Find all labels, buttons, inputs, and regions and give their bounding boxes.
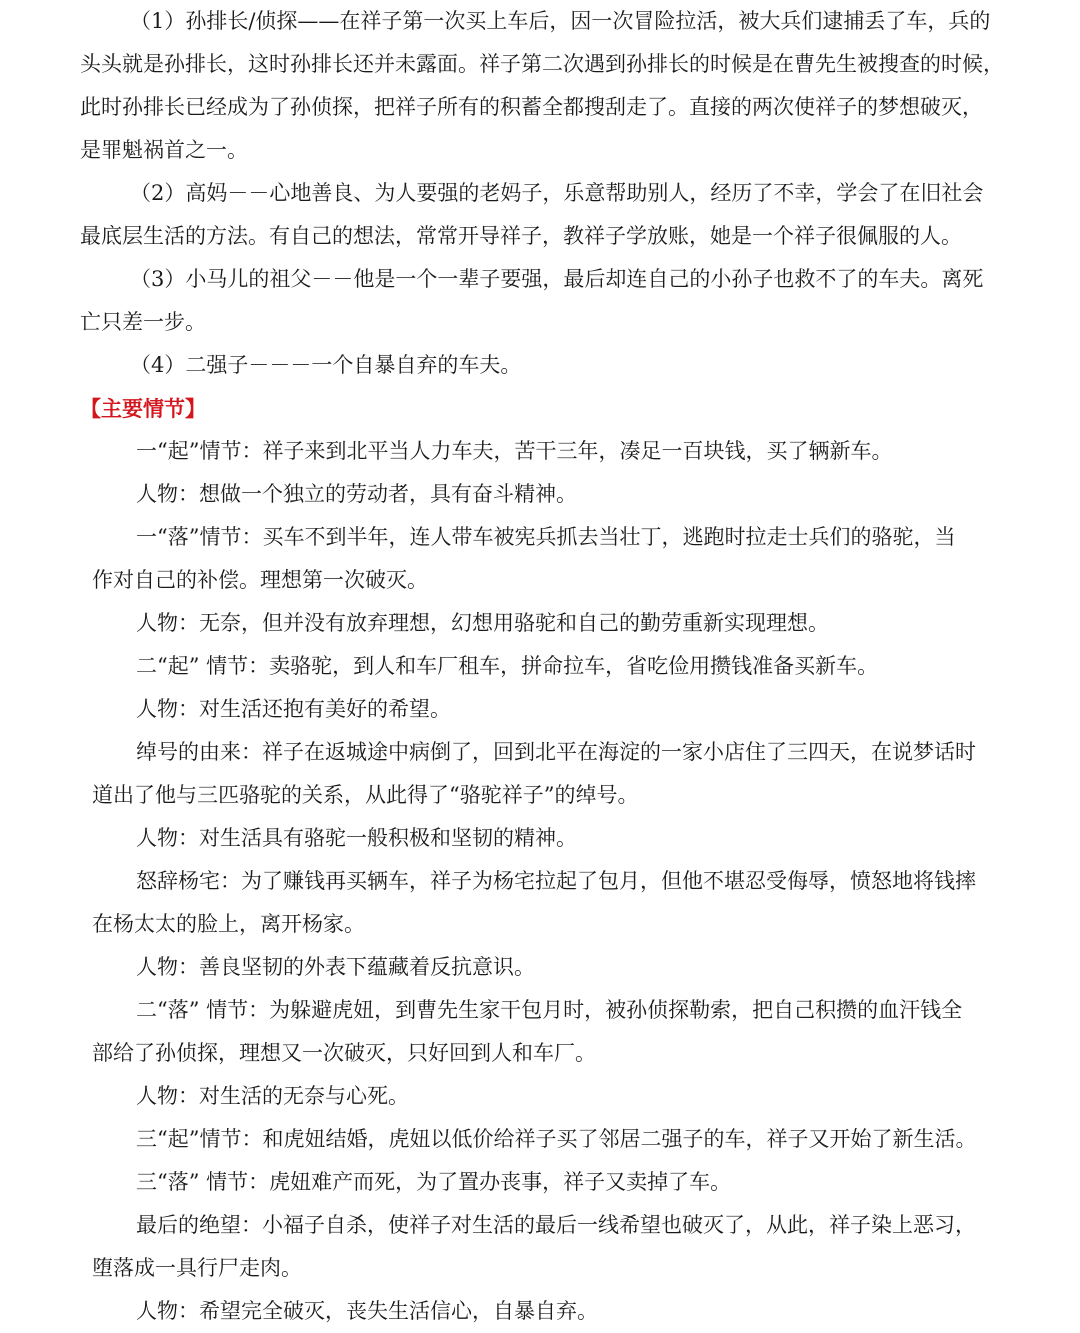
character-gao-ma — [80, 172, 983, 258]
section-heading: 【主要情节】 — [80, 396, 206, 421]
text-line: 最底层生活的方法。有自己的想法，常常开导祥子，教祥子学放账，她是一个祥子很佩服的人。 — [80, 224, 962, 248]
text-line: 一“起”情节：祥子来到北平当人力车夫，苦干三年，凑足一百块钱，买了辆新车。 — [136, 439, 893, 463]
text-line: （2）高妈－－心地善良、为人要强的老妈子，乐意帮助别人，经历了不幸，学会了在旧社会 — [130, 181, 984, 205]
text-line: 一“落”情节：买车不到半年，连人带车被宪兵抓去当壮丁，逃跑时拉走士兵们的骆驼，当 — [136, 525, 956, 549]
character-sun-paizhang — [80, 0, 1004, 172]
text-line: 人物：希望完全破灭，丧失生活信心，自暴自弃。 — [136, 1299, 598, 1323]
plot-item — [92, 1118, 976, 1161]
plot-item — [92, 731, 976, 817]
text-line: 部给了孙侦探，理想又一次破灭，只好回到人和车厂。 — [92, 1041, 596, 1065]
plot-list — [92, 430, 976, 1333]
text-line: 三“落” 情节：虎妞难产而死，为了置办丧事，祥子又卖掉了车。 — [136, 1170, 732, 1194]
text-line: 二“起” 情节：卖骆驼，到人和车厂租车，拼命拉车，省吃俭用攒钱准备买新车。 — [136, 654, 879, 678]
text-line: 在杨太太的脸上，离开杨家。 — [92, 912, 365, 936]
plot-item — [92, 860, 976, 946]
text-line: 作对自己的补偿。理想第一次破灭。 — [92, 568, 428, 592]
text-line: 人物：对生活还抱有美好的希望。 — [136, 697, 451, 721]
plot-item — [92, 1290, 976, 1333]
text-line: 人物：无奈，但并没有放弃理想，幻想用骆驼和自己的勤劳重新实现理想。 — [136, 611, 829, 635]
character-xiaomaer-grandfather — [80, 258, 983, 344]
text-line: 怒辞杨宅：为了赚钱再买辆车，祥子为杨宅拉起了包月，但他不堪忍受侮辱，愤怒地将钱摔 — [136, 869, 976, 893]
plot-item — [92, 1161, 976, 1204]
plot-item — [92, 817, 976, 860]
text-line: （1）孙排长/侦探——在祥子第一次买上车后，因一次冒险拉活，被大兵们逮捕丢了车，兵的 — [130, 9, 991, 33]
text-line: 堕落成一具行尸走肉。 — [92, 1256, 302, 1280]
text-line: 亡只差一步。 — [80, 310, 206, 334]
plot-item — [92, 989, 976, 1075]
plot-item — [92, 688, 976, 731]
plot-item — [92, 1204, 976, 1290]
text-line: 人物：对生活具有骆驼一般积极和坚韧的精神。 — [136, 826, 577, 850]
text-line: 绰号的由来：祥子在返城途中病倒了，回到北平在海淀的一家小店住了三四天，在说梦话时 — [136, 740, 976, 764]
text-line: 人物：善良坚韧的外表下蕴藏着反抗意识。 — [136, 955, 535, 979]
plot-item — [92, 430, 976, 473]
character-er-qiangzi — [80, 344, 521, 387]
text-line: 人物：对生活的无奈与心死。 — [136, 1084, 409, 1108]
text-line: 此时孙排长已经成为了孙侦探，把祥子所有的积蓄全都搜刮走了。直接的两次使祥子的梦想破灭， — [80, 95, 983, 119]
text-line: 三“起”情节：和虎妞结婚，虎妞以低价给祥子买了邻居二强子的车，祥子又开始了新生活。 — [136, 1127, 977, 1151]
text-line: 是罪魁祸首之一。 — [80, 138, 248, 162]
text-line: 二“落” 情节：为躲避虎妞，到曹先生家干包月时，被孙侦探勒索，把自己积攒的血汗钱全 — [136, 998, 963, 1022]
text-line: 最后的绝望：小福子自杀，使祥子对生活的最后一线希望也破灭了，从此，祥子染上恶习， — [136, 1213, 976, 1237]
plot-item — [92, 602, 976, 645]
plot-item — [92, 473, 976, 516]
text-line: 人物：想做一个独立的劳动者，具有奋斗精神。 — [136, 482, 577, 506]
plot-item — [92, 946, 976, 989]
plot-item — [92, 645, 976, 688]
text-line: （3）小马儿的祖父－－他是一个一辈子要强，最后却连自己的小孙子也救不了的车夫。离死 — [130, 267, 984, 291]
text-line: 头头就是孙排长，这时孙排长还并未露面。祥子第二次遇到孙排长的时候是在曹先生被搜查的时候， — [80, 52, 1004, 76]
plot-item — [92, 516, 976, 602]
plot-item — [92, 1075, 976, 1118]
text-line: 道出了他与三匹骆驼的关系，从此得了“骆驼祥子”的绰号。 — [92, 783, 639, 807]
text-line: （4）二强子－－－一个自暴自弃的车夫。 — [130, 353, 522, 377]
